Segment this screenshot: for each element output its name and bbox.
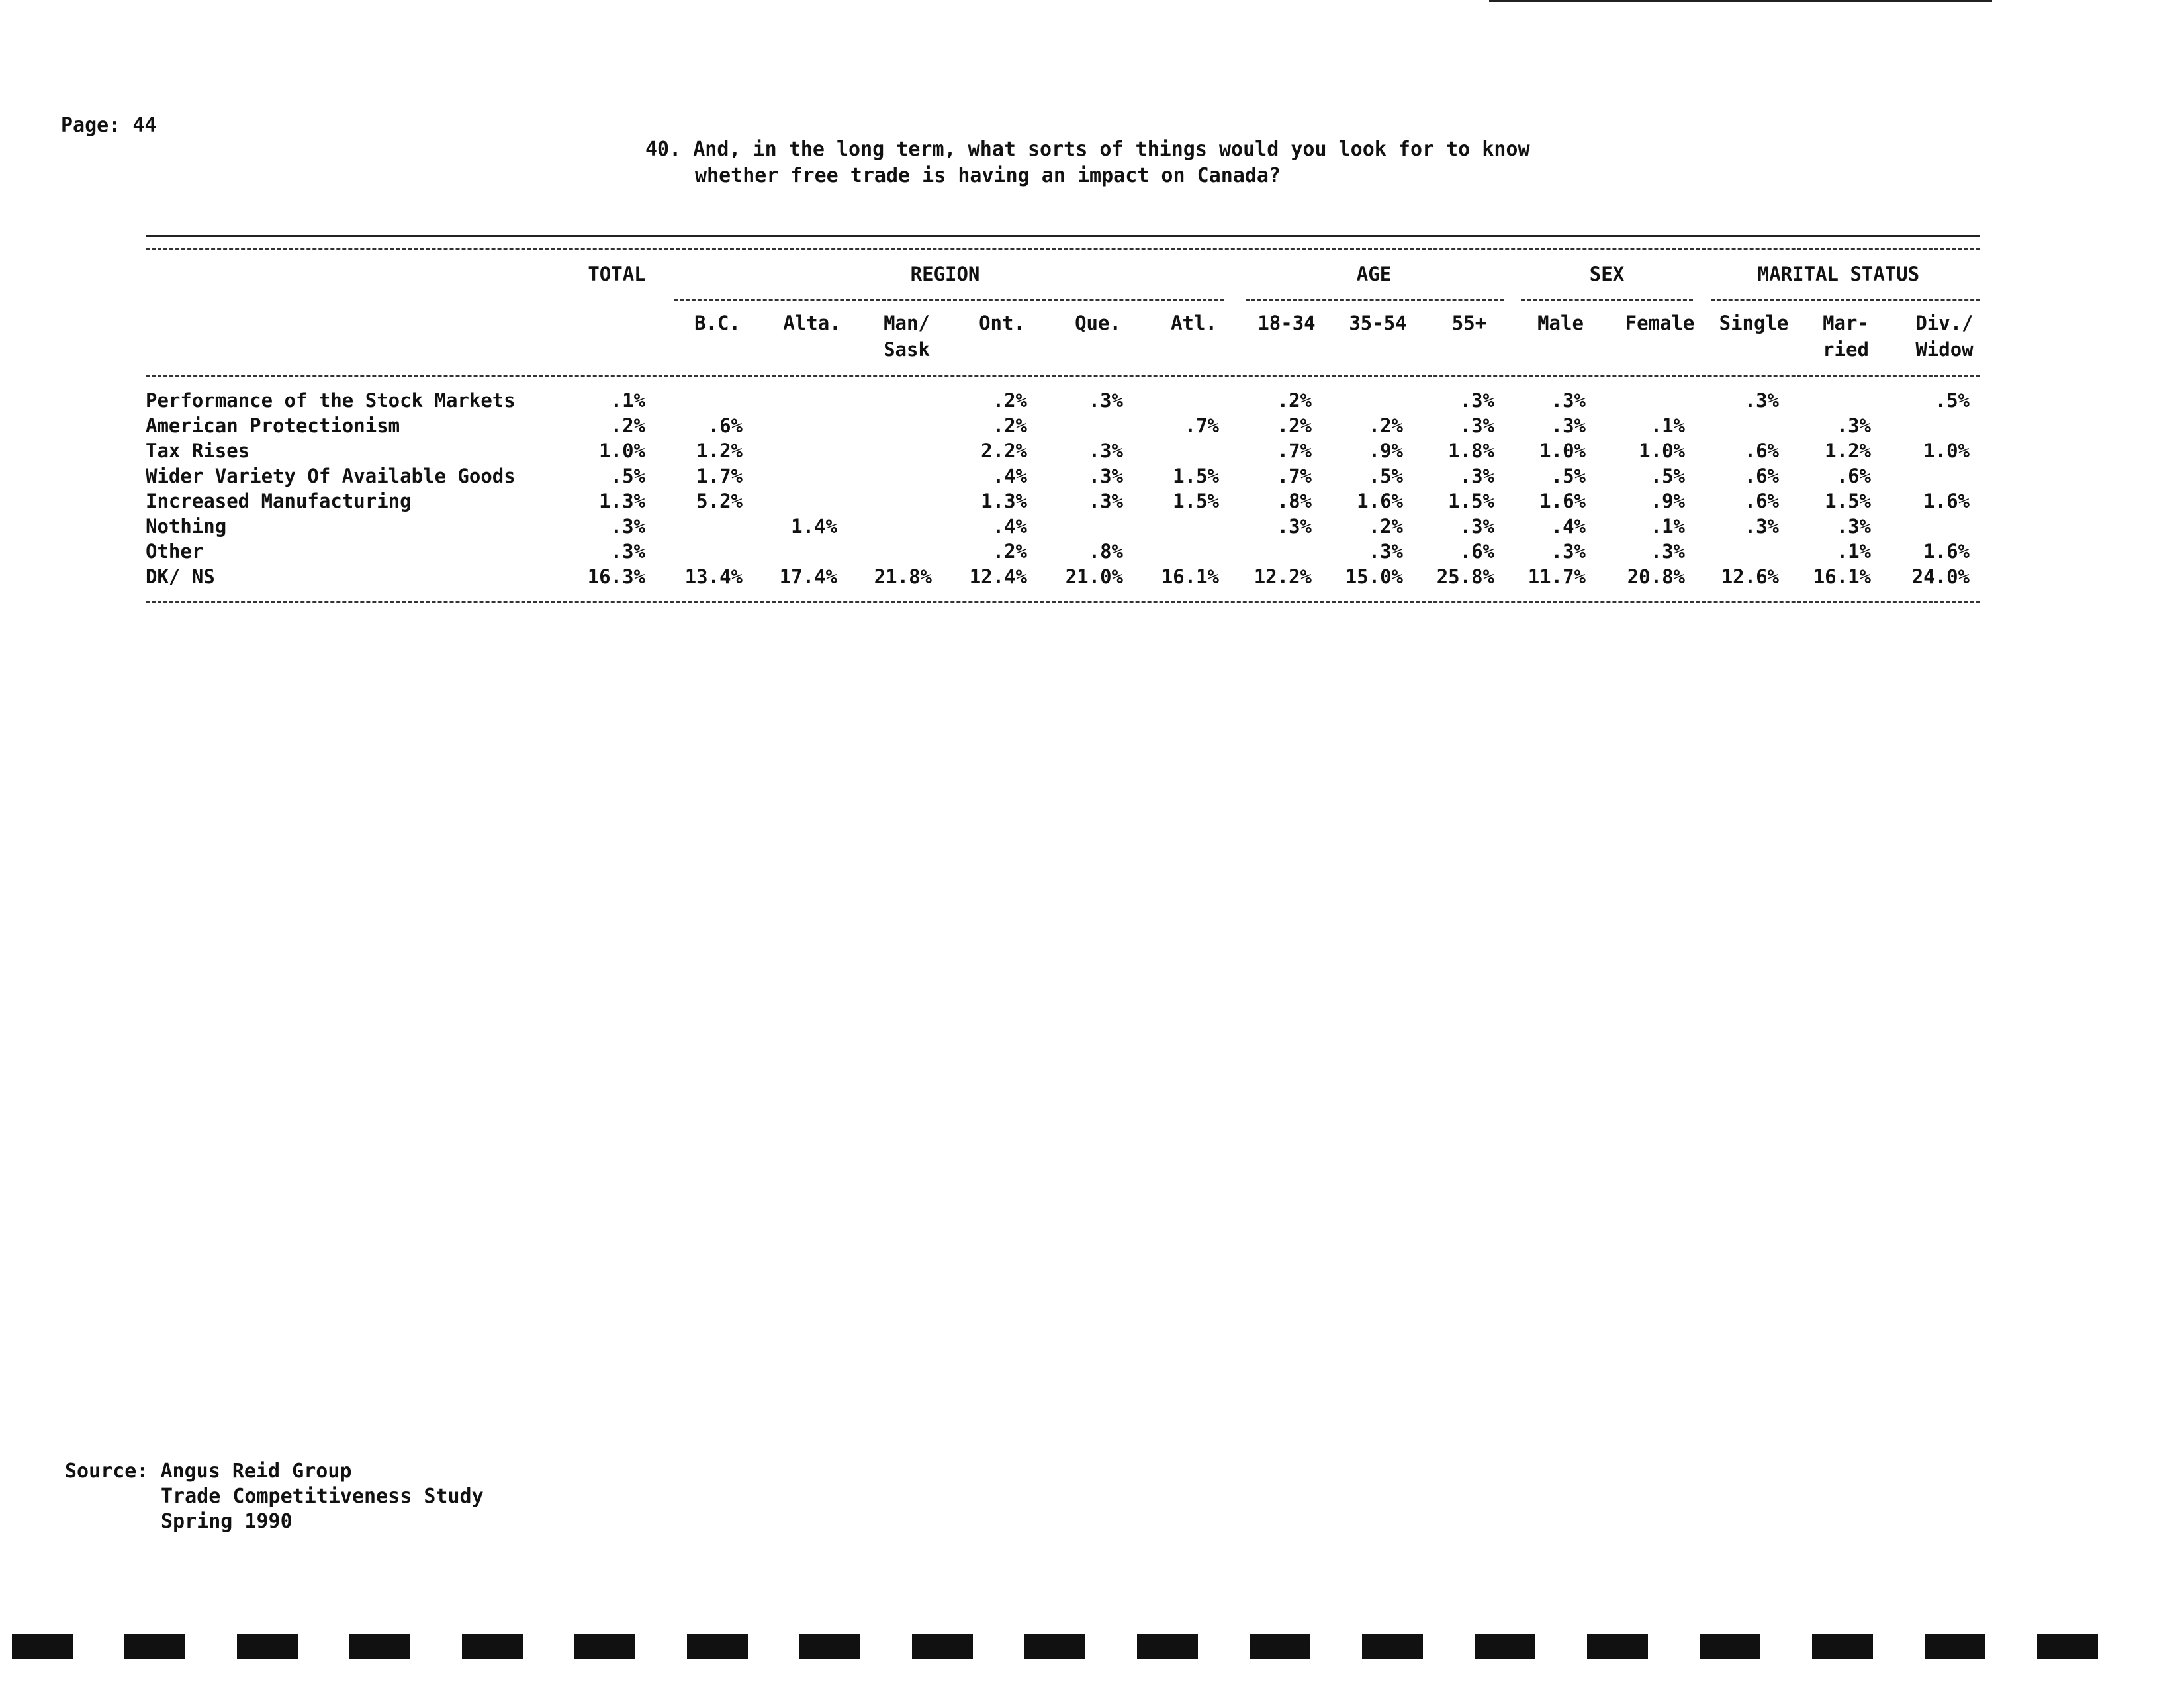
table-cell: 5.2% [696,490,743,512]
table-cell: .1% [1836,540,1871,563]
table-cell: .4% [992,465,1027,487]
column-header: Mar- ried [1823,312,1869,361]
source-line-2: Trade Competitiveness Study [161,1485,484,1508]
table-cell: .3% [1459,465,1494,487]
table-cell: .3% [1650,540,1685,563]
table-cell: .3% [1744,515,1779,538]
punch-hole [2037,1634,2098,1659]
table-cell: 17.4% [779,565,837,588]
punch-hole [1812,1634,1873,1659]
table-cell: .7% [1277,440,1312,462]
group-header-region: REGION [910,263,980,285]
table-cell: .5% [1650,465,1685,487]
table-cell: .3% [1088,389,1123,412]
column-header: 35-54 [1349,312,1407,334]
question-text [645,136,1530,189]
table-cell: .7% [1277,465,1312,487]
row-label: Performance of the Stock Markets [146,389,516,412]
group-header-age: AGE [1356,263,1392,285]
table-cell: 1.0% [1639,440,1685,462]
table-cell: 1.2% [1825,440,1871,462]
table-cell: 1.7% [696,465,743,487]
table-cell: .1% [1650,414,1685,437]
table-cell: 24.0% [1911,565,1970,588]
punch-hole [1587,1634,1648,1659]
punch-hole [799,1634,860,1659]
column-header: Atl. [1171,312,1217,334]
table-cell: .3% [610,515,645,538]
punch-hole [1925,1634,1985,1659]
row-label: Other [146,540,204,563]
table-cell: .3% [1551,414,1586,437]
table-cell: .6% [707,414,743,437]
table-cell: 12.2% [1253,565,1312,588]
table-cell: 1.0% [1923,440,1970,462]
punch-hole [1024,1634,1085,1659]
table-cell: .2% [1368,414,1403,437]
table-cell: .5% [1551,465,1586,487]
table-cell: .3% [1551,389,1586,412]
page-number: Page: 44 [61,114,157,137]
column-header: Man/ Sask [884,312,930,361]
punch-hole [124,1634,185,1659]
column-header: Que. [1075,312,1121,334]
table-cell: .2% [992,414,1027,437]
punch-hole [349,1634,410,1659]
row-label: DK/ NS [146,565,215,588]
table-cell: .5% [1368,465,1403,487]
table-cell: 20.8% [1627,565,1685,588]
table-cell: .5% [610,465,645,487]
question-line-2: whether free trade is having an impact on Canada? [695,164,1281,187]
table-cell: 1.5% [1173,465,1219,487]
group-header-marital-status: MARITAL STATUS [1757,263,1920,285]
table-cell: .2% [992,389,1027,412]
punch-hole [237,1634,298,1659]
table-cell: 1.8% [1448,440,1494,462]
table-cell: 1.6% [1923,540,1970,563]
row-label: Tax Rises [146,440,250,462]
table-cell: .3% [1277,515,1312,538]
punch-hole [687,1634,748,1659]
table-cell: .3% [1744,389,1779,412]
table-cell: 11.7% [1527,565,1586,588]
table-cell: .3% [1088,465,1123,487]
table-bottom-dashed-rule [146,601,1980,603]
table-cell: .6% [1744,440,1779,462]
column-header: Female [1625,312,1695,334]
source-line-3: Spring 1990 [161,1510,293,1533]
table-cell: .3% [1368,540,1403,563]
table-cell: 1.5% [1173,490,1219,512]
table-cell: 1.3% [599,490,645,512]
table-cell: .8% [1088,540,1123,563]
top-edge-rule [1489,0,1992,2]
column-header: Ont. [979,312,1025,334]
group-header-sex: SEX [1589,263,1625,285]
table-cell: .3% [1459,389,1494,412]
table-header-dashed-rule [146,248,1980,250]
table-cell: .1% [1650,515,1685,538]
group-underline [1246,299,1504,301]
table-cell: .6% [1744,465,1779,487]
row-label: American Protectionism [146,414,400,437]
table-cell: .9% [1650,490,1685,512]
table-cell: 16.1% [1813,565,1871,588]
table-cell: .4% [1551,515,1586,538]
group-underline [1521,299,1693,301]
column-header: 18-34 [1257,312,1316,334]
table-cell: .9% [1368,440,1403,462]
punch-hole [1475,1634,1535,1659]
table-cell: .2% [1277,389,1312,412]
column-header: Div./ Widow [1915,312,1974,361]
table-cell: .3% [610,540,645,563]
column-header: Single [1719,312,1789,334]
table-cell: .8% [1277,490,1312,512]
column-header: B.C. [694,312,741,334]
table-cell: .3% [1836,414,1871,437]
header-bottom-dashed-rule [146,375,1980,377]
table-cell: 12.6% [1721,565,1779,588]
table-cell: 1.3% [981,490,1027,512]
column-header: Alta. [783,312,841,334]
table-cell: 15.0% [1345,565,1403,588]
punch-hole [12,1634,73,1659]
row-label: Nothing [146,515,227,538]
column-header: Male [1537,312,1584,334]
group-header-total: TOTAL [588,263,646,285]
table-cell: 25.8% [1436,565,1494,588]
source-note [65,1459,484,1534]
table-cell: .4% [992,515,1027,538]
table-cell: 21.8% [874,565,932,588]
column-header: 55+ [1451,312,1487,334]
punch-hole [462,1634,523,1659]
table-cell: .3% [1459,414,1494,437]
table-cell: 1.5% [1448,490,1494,512]
table-cell: .2% [992,540,1027,563]
table-cell: .3% [1088,440,1123,462]
table-cell: 12.4% [969,565,1027,588]
table-cell: .2% [1277,414,1312,437]
table-cell: 1.4% [791,515,837,538]
group-underline [1711,299,1980,301]
table-cell: 1.0% [599,440,645,462]
punch-hole [1700,1634,1760,1659]
table-cell: 1.6% [1357,490,1403,512]
table-cell: .7% [1184,414,1219,437]
punch-hole [1137,1634,1198,1659]
table-cell: .2% [610,414,645,437]
table-cell: .1% [610,389,645,412]
table-cell: .3% [1459,515,1494,538]
table-cell: 1.5% [1825,490,1871,512]
punch-hole [1362,1634,1423,1659]
table-cell: 1.6% [1539,490,1586,512]
table-cell: .6% [1744,490,1779,512]
group-underline [674,299,1224,301]
punch-hole [574,1634,635,1659]
table-cell: 1.6% [1923,490,1970,512]
table-cell: 16.1% [1161,565,1219,588]
table-cell: .3% [1551,540,1586,563]
row-label: Increased Manufacturing [146,490,412,512]
table-cell: 2.2% [981,440,1027,462]
table-cell: .2% [1368,515,1403,538]
table-top-rule [146,235,1980,237]
punch-hole [1250,1634,1310,1659]
punch-hole [912,1634,973,1659]
row-label: Wider Variety Of Available Goods [146,465,516,487]
source-line-1: Source: Angus Reid Group [65,1460,352,1483]
table-cell: 16.3% [587,565,645,588]
table-cell: .3% [1836,515,1871,538]
table-cell: .5% [1934,389,1970,412]
table-cell: .6% [1459,540,1494,563]
table-cell: 1.2% [696,440,743,462]
table-cell: .3% [1088,490,1123,512]
table-cell: 21.0% [1065,565,1123,588]
table-cell: .6% [1836,465,1871,487]
table-cell: 13.4% [684,565,743,588]
table-cell: 1.0% [1539,440,1586,462]
question-line-1: 40. And, in the long term, what sorts of things would you look for to know [645,138,1530,161]
